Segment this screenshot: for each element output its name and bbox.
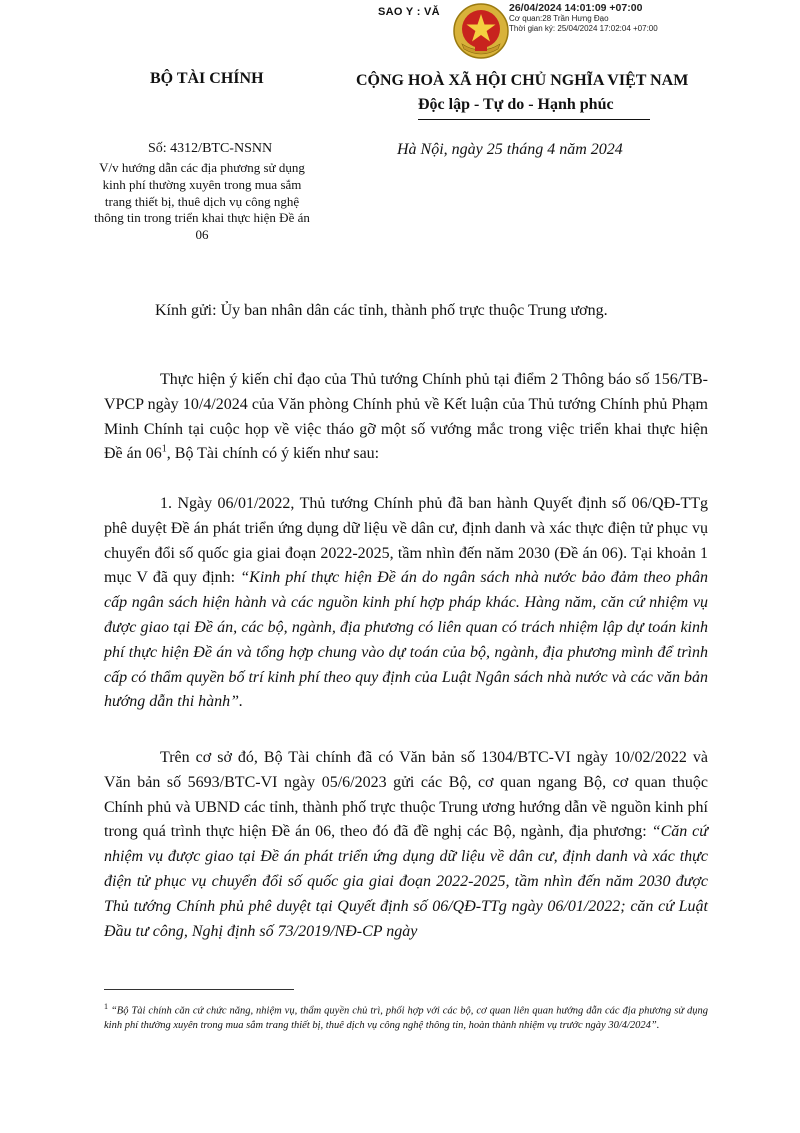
quoted-regulation: “Kinh phí thực hiện Đề án do ngân sách nhà nước bảo đảm theo phân cấp ngân sách hiện hành và các nguồn kinh phí hợp pháp khác. Hàng năm, căn cứ nhiệm vụ được giao tại Đề án, các bộ, ngành, địa phương có liên quan có trách nhiệm lập dự toán kinh phí thực hiện Đề án và tổng hợp chung vào dự toán của bộ, ngành, địa phương mình để trình cấp có thẩm quyền bố trí kinh phí theo quy định của Luật Ngân sách nhà nước và các văn bản hướng dẫn thi hành”. — [104, 569, 709, 711]
recipient-line: Kính gửi: Ủy ban nhân dân các tỉnh, thành phố trực thuộc Trung ương. — [155, 302, 608, 319]
body-paragraph-3 — [104, 746, 708, 944]
signature-time: Thời gian ký: 25/04/2024 17:02:04 +07:00 — [509, 23, 658, 33]
signature-agency: Cơ quan:28 Trần Hưng Đạo — [509, 14, 609, 23]
paragraph-text: Trên cơ sở đó, Bộ Tài chính đã có Văn bản số 1304/BTC-VI ngày 10/02/2022 và Văn bản số 5693/BTC-VI ngày 05/6/2023 gửi các Bộ, cơ quan ngang Bộ, cơ quan thuộc Chính phủ và UBND các tỉnh, thành phố trực thuộc Trung ương hướng dẫn về nguồn kinh phí trong quá trình thực hiện Đề án 06, theo đó đã đề nghị các Bộ, ngành, địa phương: — [104, 749, 708, 841]
issuing-agency: BỘ TÀI CHÍNH — [150, 70, 264, 87]
national-emblem-icon — [452, 2, 510, 60]
copy-stamp-label: SAO Y : VĂ — [378, 6, 440, 18]
national-motto: Độc lập - Tự do - Hạnh phúc — [418, 96, 614, 113]
document-number: Số: 4312/BTC-NSNN — [148, 141, 273, 156]
national-title: CỘNG HOÀ XÃ HỘI CHỦ NGHĨA VIỆT NAM — [356, 72, 689, 89]
motto-underline — [418, 119, 650, 120]
footnote-separator — [104, 989, 294, 990]
paragraph-text: 1. Ngày 06/01/2022, Thủ tướng Chính phủ đã ban hành Quyết định số 06/QĐ-TTg phê duyệt Đề án phát triển ứng dụng dữ liệu về dân cư, định danh và xác thực điện tử phục vụ chuyển đổi số quốc gia giai đoạn 2022-2025, tầm nhìn đến năm 2030 (Đề án 06). Tại khoản 1 mục V đã quy định: — [104, 495, 708, 587]
footnote-reference: 1 — [161, 444, 167, 456]
footnote — [104, 1000, 708, 1033]
body-paragraph-2 — [104, 492, 708, 715]
digital-signature-block — [509, 3, 658, 33]
paragraph-text: Thực hiện ý kiến chỉ đạo của Thủ tướng Chính phủ tại điểm 2 Thông báo số 156/TB-VPCP ngày 10/4/2024 của Văn phòng Chính phủ về Kết luận của Thủ tướng Chính phủ Phạm Minh Chính tại cuộc họp về việc tháo gỡ một số vướng mắc trong việc triển khai thực hiện Đề án 06 — [104, 371, 708, 463]
footnote-marker: 1 — [104, 1002, 108, 1011]
body-paragraph-1 — [104, 368, 708, 467]
signature-datetime: 26/04/2024 14:01:09 +07:00 — [509, 2, 643, 14]
quoted-guidance: “Căn cứ nhiệm vụ được giao tại Đề án phát triển ứng dụng dữ liệu về dân cư, định danh và xác thực điện tử phục vụ chuyển đổi số quốc gia giai đoạn 2022-2025, tầm nhìn đến năm 2030 được Thủ tướng Chính phủ phê duyệt tại Quyết định số 06/QĐ-TTg ngày 06/01/2022; căn cứ Luật Đầu tư công, Nghị định số 73/2019/NĐ-CP ngày — [104, 823, 708, 940]
document-subject: V/v hướng dẫn các địa phương sử dụng kinh phí thường xuyên trong mua sắm trang thiết bị, thuê dịch vụ công nghệ thông tin trong triển khai thực hiện Đề án 06 — [94, 160, 310, 243]
paragraph-text-tail: , Bộ Tài chính có ý kiến như sau: — [166, 445, 380, 463]
footnote-text: “Bộ Tài chính căn cứ chức năng, nhiệm vụ, thẩm quyền chủ trì, phối hợp với các bộ, cơ quan liên quan hướng dẫn các địa phương sử dụng kinh phí thường xuyên trong mua sắm trang thiết bị, thuê dịch vụ công nghệ thông tin, hoàn thành nhiệm vụ trước ngày 30/4/2024”. — [104, 1005, 708, 1031]
place-and-date: Hà Nội, ngày 25 tháng 4 năm 2024 — [397, 141, 623, 158]
